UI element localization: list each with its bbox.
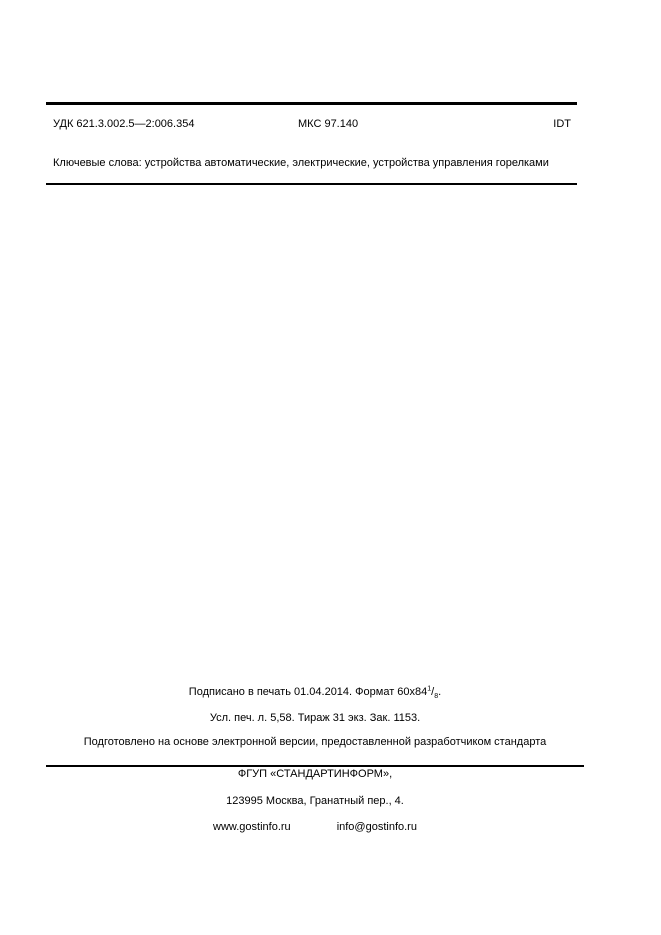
signed-text: Подписано в печать 01.04.2014. Формат 60x84 [188,686,428,698]
imprint-rule [46,765,584,767]
udk-code: УДК 621.3.002.5—2:006.354 [53,118,195,130]
format-denominator: 8 [434,693,439,701]
mks-code: МКС 97.140 [298,118,359,130]
print-details-line: Усл. печ. л. 5,58. Тираж 31 экз. Зак. 1153. [209,712,421,724]
keywords-rule [46,183,577,185]
publisher-line: ФГУП «СТАНДАРТИНФОРМ», [237,768,393,780]
prepared-note-line: Подготовлено на основе электронной версии, предоставленной разработчиком стандарта [83,736,547,748]
contacts-line [0,821,630,833]
signed-for-print-line [0,685,630,701]
top-rule [46,102,577,105]
format-end: . [438,686,442,698]
equivalence-degree: IDT [553,118,571,130]
email-link[interactable]: info@gostinfo.ru [336,821,417,833]
website-link[interactable]: www.gostinfo.ru [213,821,291,833]
classification-row [53,118,571,134]
keywords-line: Ключевые слова: устройства автоматические, электрические, устройства управления горелками [53,157,549,169]
format-numerator: 1 [427,685,432,693]
format-slash: / [431,686,435,698]
address-line: 123995 Москва, Гранатный пер., 4. [226,795,404,807]
